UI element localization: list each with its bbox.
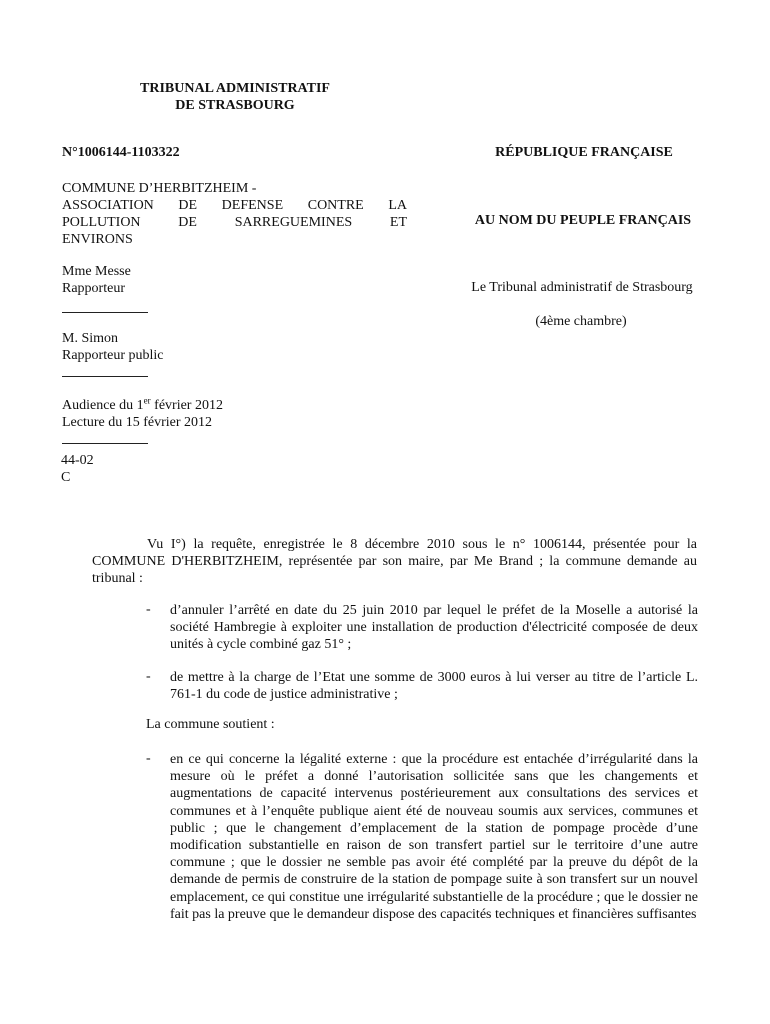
court-name-line2: DE STRASBOURG (175, 98, 295, 113)
request-dash: - (146, 669, 151, 684)
argument-dash: - (146, 751, 151, 766)
intro-paragraph: Vu I°) la requête, enregistrée le 8 décembre 2010 sous le n° 1006144, présentée pour la COMMUNE D'HERBITZHEIM, représentée par son maire, par Me Brand ; la commune demande au tribunal : (92, 537, 697, 587)
people-heading: AU NOM DU PEUPLE FRANÇAIS (474, 213, 692, 228)
request-item (146, 669, 698, 703)
argument-text: en ce qui concerne la légalité externe : que la procédure est entachée d’irrégularité dans la mesure où le préfet a donné l’autorisation sollicitée sans que les changements et augmentations de capacité intervenus postérieurement aux consultations des services et communes et à l’enquête publique aient été de nouveau soumis aux services, communes et public ; que le changement d’emplacement de la station de pompage procède d’une modification substantielle en raison de son transfert partiel sur le territoire d’une autre commune ; que le dossier ne semble pas avoir été complété par la preuve du dépôt de la demande de permis de construire de la station de pompage suite à son transfert sur un nouvel emplacement, ce qui constitue une irrégularité substantielle de la procédure ; que le dossier ne fait pas la preuve que le demandeur dispose des capacités techniques et financières suffisantes (170, 752, 698, 922)
chamber-line: (4ème chambre) (535, 314, 627, 329)
audience-prefix: Audience du 1 (62, 398, 144, 413)
separator-rule (62, 312, 148, 313)
rapporteur-public-block (62, 330, 407, 364)
request-item (146, 602, 698, 654)
hearing-block (62, 397, 407, 431)
republic-heading: RÉPUBLIQUE FRANÇAISE (495, 145, 673, 160)
classification-block (61, 452, 94, 486)
request-dash: - (146, 602, 151, 617)
court-name-line1: TRIBUNAL ADMINISTRATIF (140, 81, 330, 96)
rapporteur-block (62, 263, 407, 297)
rapporteur-role: Rapporteur (62, 281, 125, 296)
rapporteur-public-name: M. Simon (62, 331, 119, 346)
case-number: N°1006144-1103322 (62, 145, 180, 160)
separator-rule (62, 443, 148, 444)
court-header (0, 80, 470, 114)
parties-line3: POLLUTION DE SARREGUEMINES ET (62, 215, 407, 230)
classification-code: 44-02 (61, 453, 94, 468)
parties-block (62, 180, 407, 248)
commune-soutient: La commune soutient : (146, 717, 275, 732)
rapporteur-public-role: Rapporteur public (62, 348, 164, 363)
parties-line4: ENVIRONS (62, 232, 133, 247)
rapporteur-name: Mme Messe (62, 264, 131, 279)
tribunal-line: Le Tribunal administratif de Strasbourg (471, 280, 693, 295)
audience-sup: er (143, 395, 151, 406)
parties-line1: COMMUNE D’HERBITZHEIM - (62, 181, 257, 196)
request-text: de mettre à la charge de l’Etat une somme de 3000 euros à lui verser au titre de l’article L. 761-1 du code de justice administrative ; (170, 670, 698, 703)
audience-date (62, 397, 407, 414)
request-text: d’annuler l’arrêté en date du 25 juin 2010 par lequel le préfet de la Moselle a autorisé la société Hambregie à exploiter une installation de production d'électricité composée de deux unités à cycle combiné gaz 51° ; (170, 603, 698, 653)
separator-rule (62, 376, 148, 377)
classification-letter: C (61, 470, 71, 485)
audience-suffix: février 2012 (150, 398, 223, 413)
lecture-date: Lecture du 15 février 2012 (62, 415, 213, 430)
parties-line2: ASSOCIATION DE DEFENSE CONTRE LA (62, 198, 407, 213)
argument-item (146, 751, 698, 923)
